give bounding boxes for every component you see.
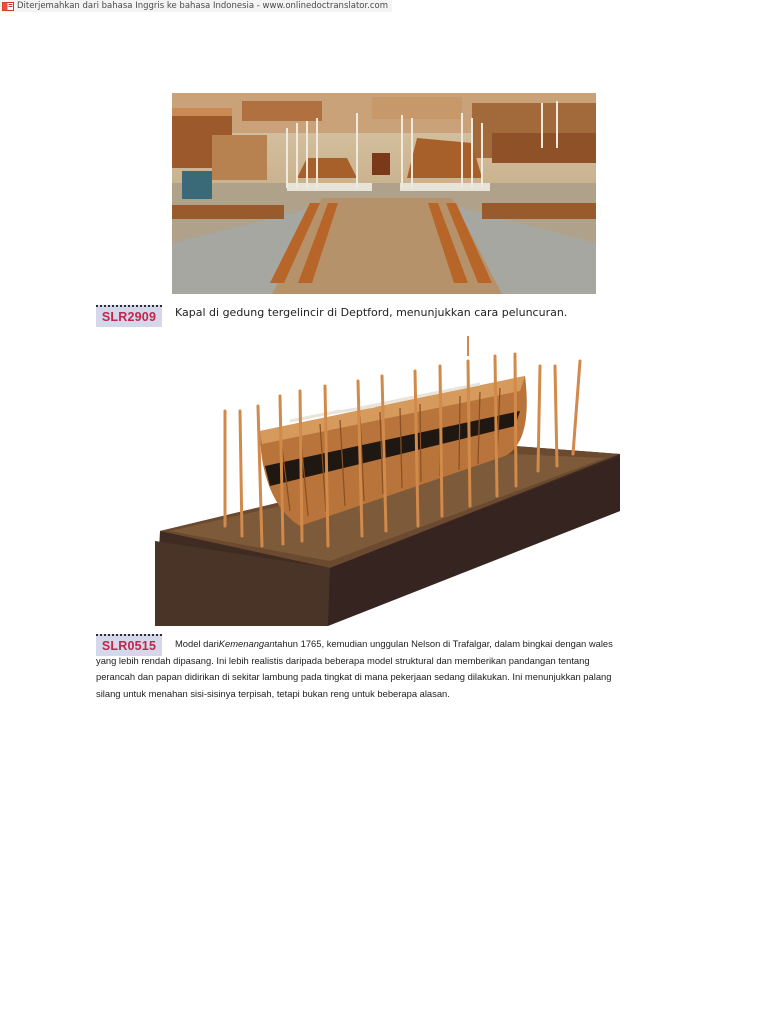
figure-caption: Kapal di gedung tergelincir di Deptford, menunjukkan cara peluncuran. [175, 306, 568, 319]
translate-icon [2, 2, 14, 11]
caption-text: tahun 1765, kemudian unggulan Nelson di Trafalgar, dalam bingkai dengan wales yang lebih rendah dipasang. Ini lebih realistis daripada beberapa model struktural dan memberikan pandangan tentang perancah dan papan didirikan di sekitar lambung pada tingkat di mana pekerjaan sedang dilakukan. Ini menunjukkan palang silang untuk menahan sisi-sisinya terpisah, tetapi bukan reng untuk beberapa alasan. [96, 638, 613, 699]
figure-tag-label: SLR2909 [101, 310, 157, 324]
figure-tag-label: SLR0515 [101, 639, 157, 653]
shipyard-slipway-model-photo [172, 93, 596, 294]
ship-name-italic: Kemenangan [218, 638, 275, 649]
figure-tag [96, 305, 162, 327]
translator-banner[interactable] [0, 0, 392, 12]
ship-hull-scaffolding-model-photo [150, 336, 620, 626]
banner-text[interactable]: Diterjemahkan dari bahasa Inggris ke bahasa Indonesia - www.onlinedoctranslator.com [17, 1, 389, 11]
figure-caption-paragraph [96, 636, 630, 702]
caption-text: Model dari [175, 638, 219, 649]
